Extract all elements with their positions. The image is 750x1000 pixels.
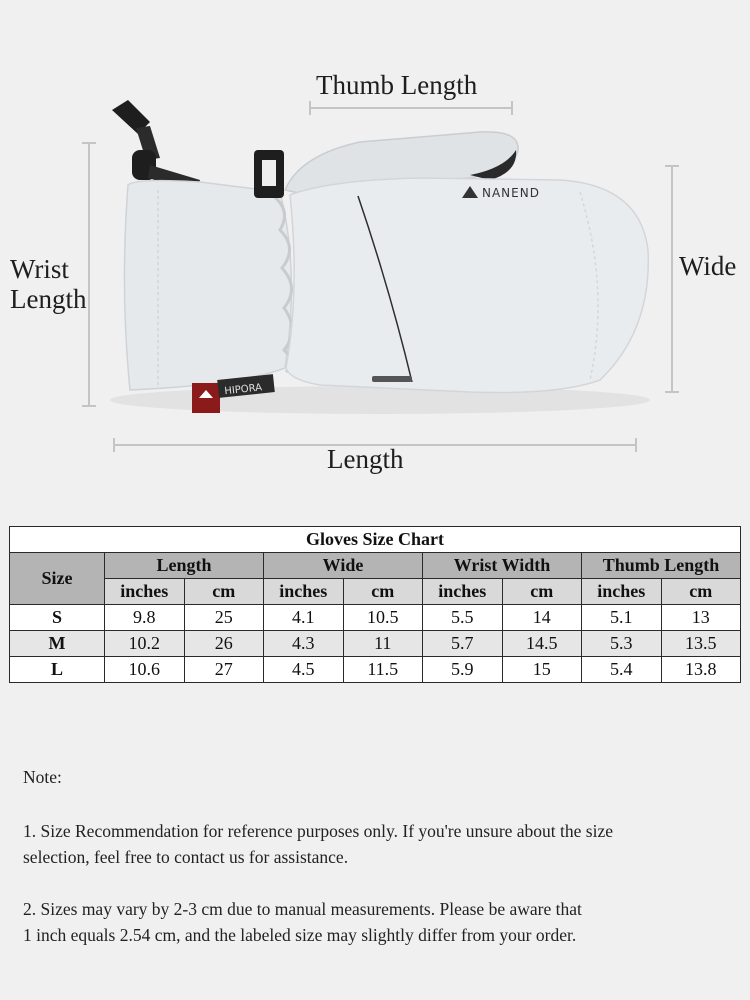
note-line: 1. Size Recommendation for reference purposes only. If you're unsure about the size xyxy=(23,821,614,841)
size-column-header: Size xyxy=(10,553,105,605)
unit-header: cm xyxy=(343,579,423,605)
note-line: 1 inch equals 2.54 cm, and the labeled size may slightly differ from your order. xyxy=(23,925,577,945)
tag-text: HIPORA xyxy=(223,382,263,398)
table-cell: 5.4 xyxy=(582,657,662,683)
wrist-length-label xyxy=(10,254,86,314)
table-cell: 9.8 xyxy=(105,605,185,631)
size-cell: L xyxy=(10,657,105,683)
unit-header: cm xyxy=(184,579,264,605)
table-cell: 5.7 xyxy=(423,631,503,657)
unit-header: inches xyxy=(105,579,185,605)
wide-label: Wide xyxy=(679,251,737,281)
table-cell: 25 xyxy=(184,605,264,631)
table-cell: 13 xyxy=(661,605,741,631)
size-chart-table xyxy=(9,526,741,683)
unit-header: cm xyxy=(661,579,741,605)
table-row xyxy=(10,657,741,683)
wrist-length-label-line1: Wrist xyxy=(10,254,69,284)
group-header: Wide xyxy=(264,553,423,579)
thumb-length-label: Thumb Length xyxy=(316,70,478,100)
note-line: selection, feel free to contact us for assistance. xyxy=(23,847,349,867)
table-cell: 5.3 xyxy=(582,631,662,657)
size-cell: S xyxy=(10,605,105,631)
notes-title: Note: xyxy=(23,767,62,787)
table-cell: 5.1 xyxy=(582,605,662,631)
size-chart-title-row xyxy=(10,527,741,553)
unit-header: inches xyxy=(264,579,344,605)
group-header: Length xyxy=(105,553,264,579)
brand-text: NANEND xyxy=(482,186,540,200)
table-cell: 15 xyxy=(502,657,582,683)
table-cell: 5.9 xyxy=(423,657,503,683)
unit-header: inches xyxy=(423,579,503,605)
table-cell: 11 xyxy=(343,631,423,657)
note-item xyxy=(23,896,733,948)
table-cell: 10.5 xyxy=(343,605,423,631)
notes-section xyxy=(23,764,733,974)
wrist-length-label-line2: Length xyxy=(10,284,87,314)
cinch-cord xyxy=(112,100,200,192)
table-cell: 10.6 xyxy=(105,657,185,683)
note-item xyxy=(23,818,733,870)
table-cell: 4.5 xyxy=(264,657,344,683)
group-header-row xyxy=(10,553,741,579)
table-cell: 26 xyxy=(184,631,264,657)
table-row xyxy=(10,605,741,631)
unit-header-row xyxy=(10,579,741,605)
group-header: Thumb Length xyxy=(582,553,741,579)
length-label: Length xyxy=(327,444,404,474)
table-row xyxy=(10,631,741,657)
table-cell: 11.5 xyxy=(343,657,423,683)
table-cell: 13.5 xyxy=(661,631,741,657)
table-cell: 13.8 xyxy=(661,657,741,683)
table-cell: 10.2 xyxy=(105,631,185,657)
unit-header: inches xyxy=(582,579,662,605)
cuff xyxy=(124,181,291,390)
table-cell: 14 xyxy=(502,605,582,631)
size-cell: M xyxy=(10,631,105,657)
table-cell: 4.3 xyxy=(264,631,344,657)
group-header: Wrist Width xyxy=(423,553,582,579)
size-chart-title: Gloves Size Chart xyxy=(10,527,741,553)
table-cell: 5.5 xyxy=(423,605,503,631)
unit-header: cm xyxy=(502,579,582,605)
table-cell: 14.5 xyxy=(502,631,582,657)
table-cell: 27 xyxy=(184,657,264,683)
note-line: 2. Sizes may vary by 2-3 cm due to manual measurements. Please be aware that xyxy=(23,899,582,919)
table-cell: 4.1 xyxy=(264,605,344,631)
